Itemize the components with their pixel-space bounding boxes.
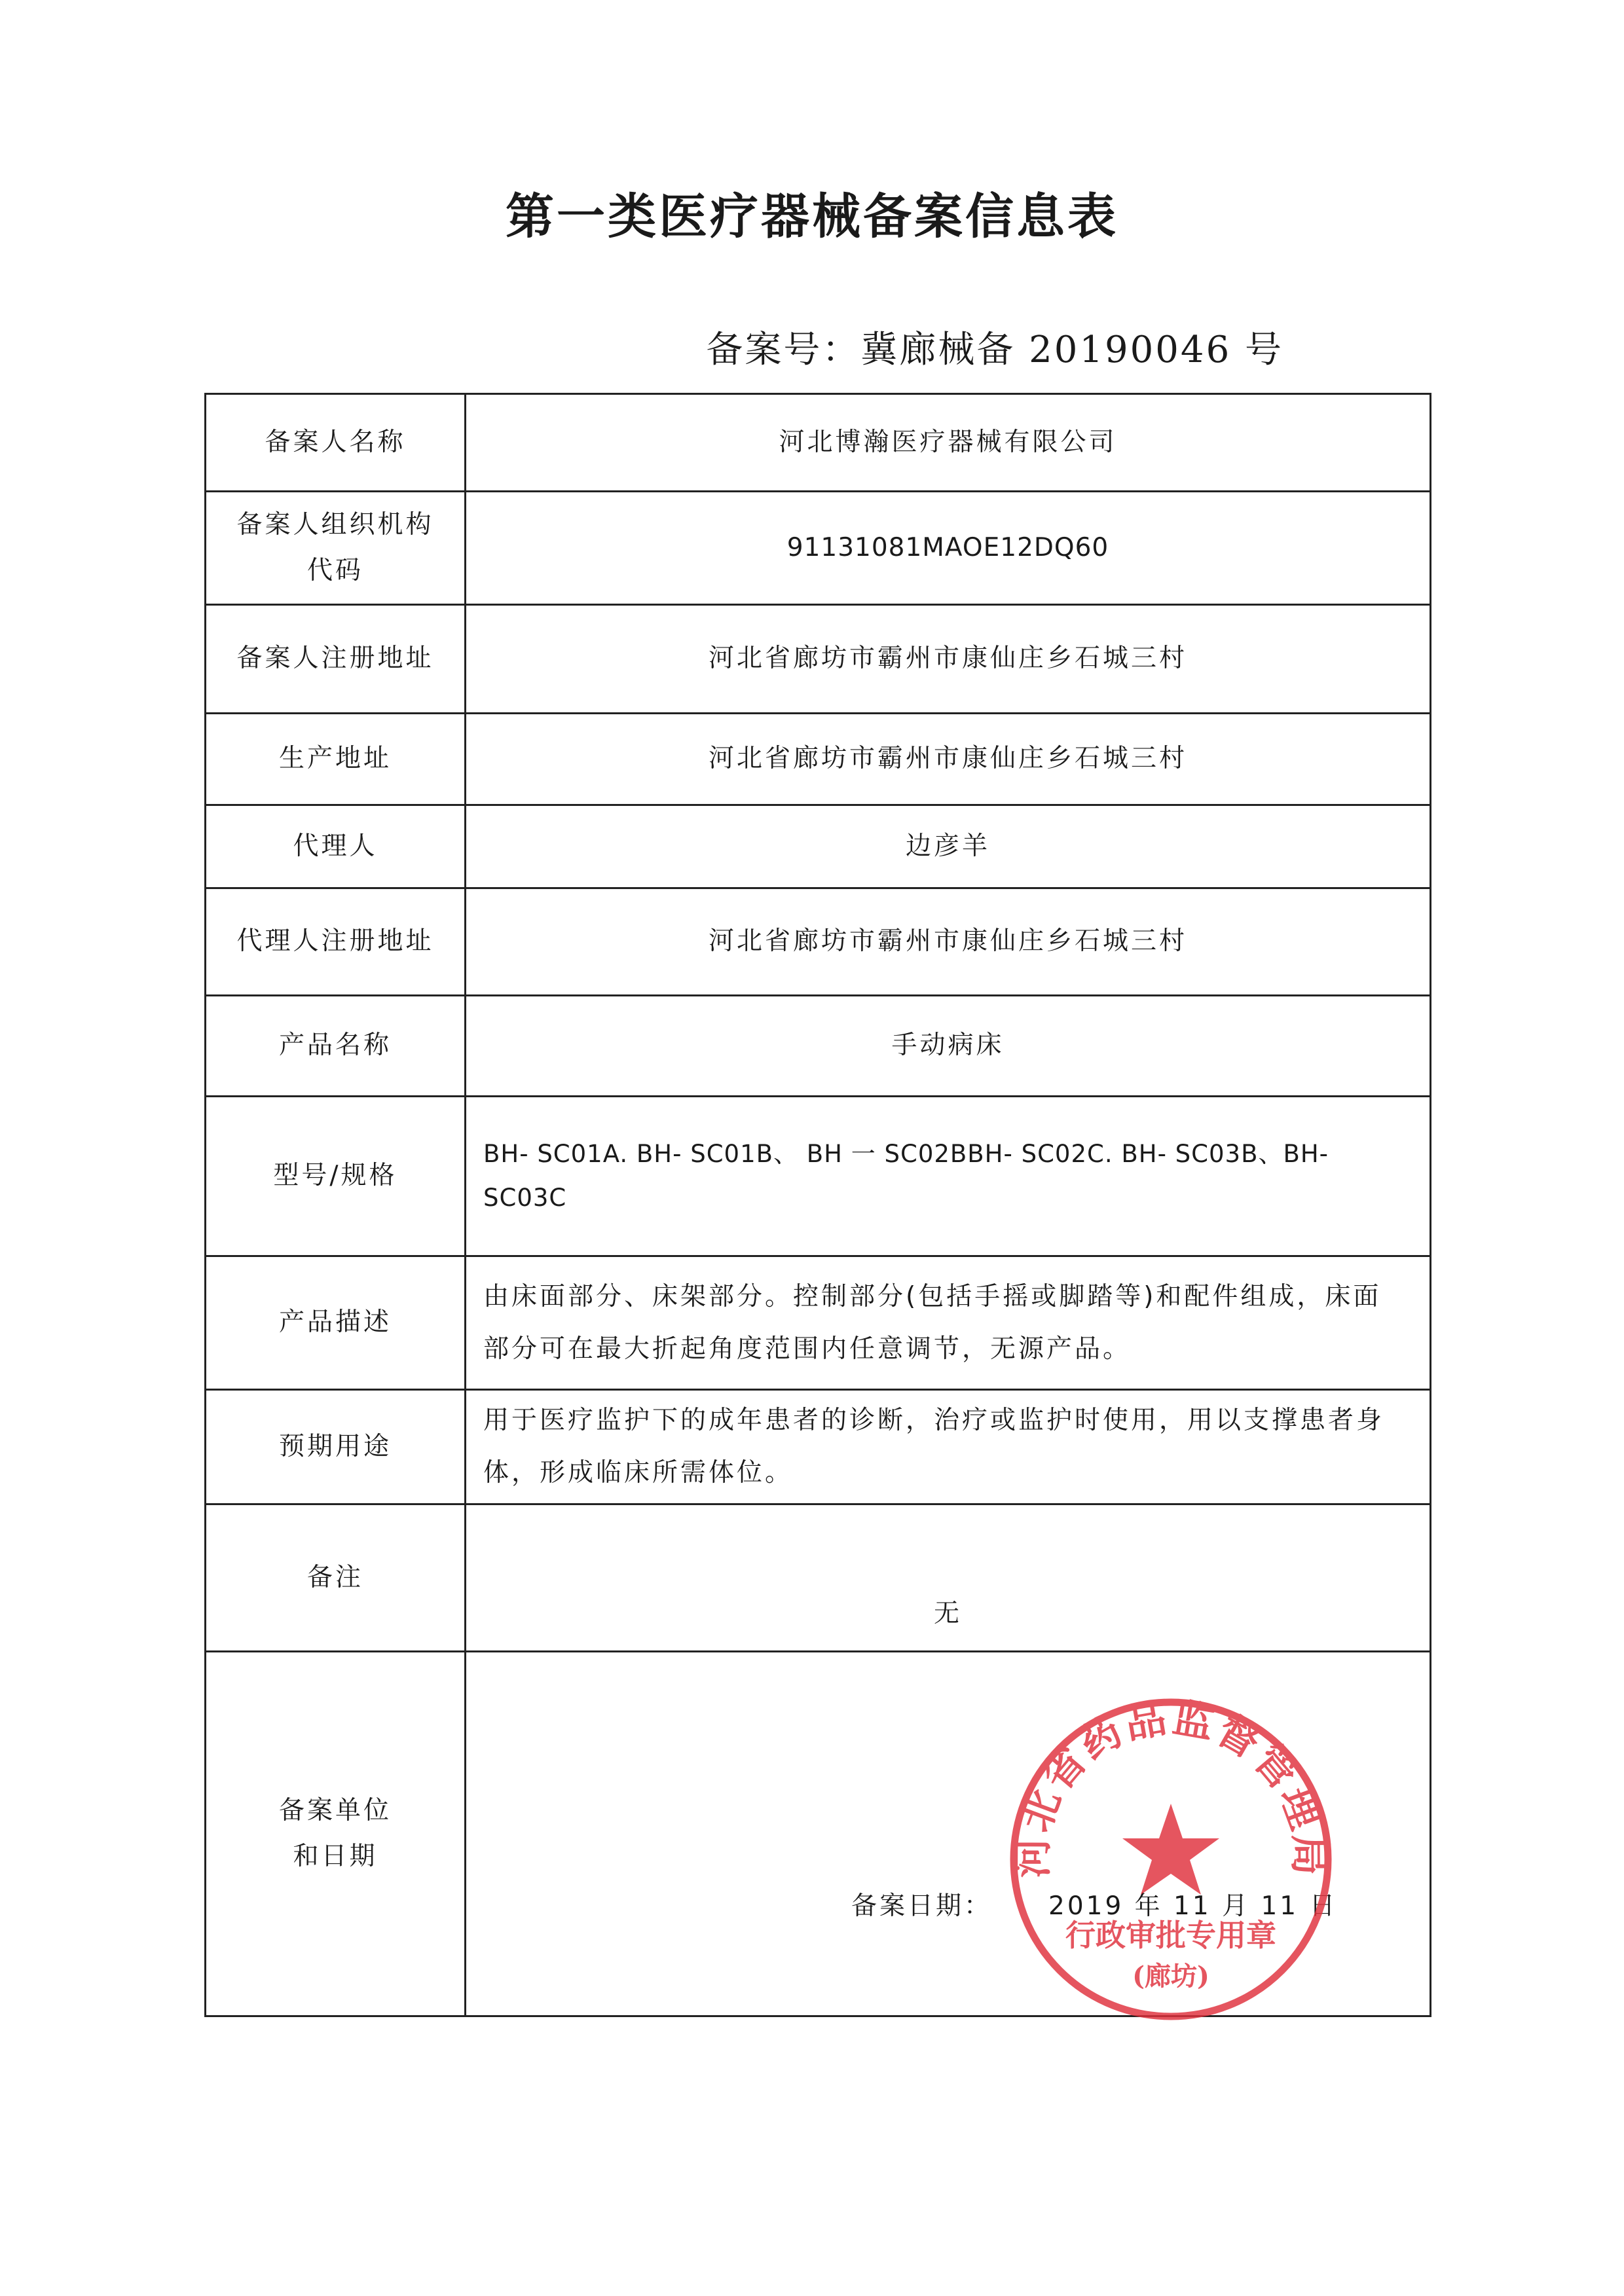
- value-agent: 边彦羊: [466, 805, 1431, 888]
- table-row: [206, 996, 1431, 1097]
- label-filer-name: 备案人名称: [206, 394, 466, 492]
- value-org-code: 91131081MAOE12DQ60: [466, 492, 1431, 605]
- document-title: 第一类医疗器械备案信息表: [506, 189, 1118, 245]
- value-filer-name: 河北博瀚医疗器械有限公司: [466, 394, 1431, 492]
- table-row: [206, 1390, 1431, 1504]
- table-row: [206, 394, 1431, 492]
- table-row: [206, 605, 1431, 714]
- label-product-name: 产品名称: [206, 996, 466, 1097]
- table-row: [206, 1504, 1431, 1652]
- label-remarks: 备注: [206, 1504, 466, 1652]
- table-row: [206, 714, 1431, 805]
- value-model-spec: BH- SC01A. BH- SC01B、 BH 一 SC02BBH- SC02C. BH- SC03B、BH- SC03C: [466, 1097, 1431, 1256]
- table-row: [206, 1097, 1431, 1256]
- record-number: 备案号：冀廊械备 20190046 号: [706, 329, 1283, 371]
- label-org-code-line1: 备案人组织机构: [236, 509, 434, 539]
- seal-top-text: 河北省药品监督管理局: [1008, 1693, 1334, 1878]
- value-product-name: 手动病床: [466, 996, 1431, 1097]
- value-agent-reg-address: 河北省廊坊市霸州市康仙庄乡石城三村: [466, 888, 1431, 996]
- seal-star-icon: [1122, 1804, 1219, 1895]
- label-intended-use: 预期用途: [206, 1390, 466, 1504]
- value-intended-use: 用于医疗监护下的成年患者的诊断，治疗或监护时使用，用以支撑患者身体，形成临床所需体位。: [466, 1390, 1431, 1504]
- label-product-description: 产品描述: [206, 1256, 466, 1390]
- label-agent-reg-address: 代理人注册地址: [206, 888, 466, 996]
- label-filing-unit-line1: 备案单位: [278, 1795, 392, 1825]
- filing-date-prefix: 备案日期：: [851, 1891, 993, 1921]
- table-row: [206, 888, 1431, 996]
- label-filing-unit-line2: 和日期: [293, 1842, 378, 1871]
- value-product-description: 由床面部分、床架部分。控制部分(包括手摇或脚踏等)和配件组成，床面部分可在最大折起角度范围内任意调节，无源产品。: [466, 1256, 1431, 1390]
- official-seal: [1001, 1689, 1341, 2030]
- label-production-address: 生产地址: [206, 714, 466, 805]
- value-production-address: 河北省廊坊市霸州市康仙庄乡石城三村: [466, 714, 1431, 805]
- label-agent: 代理人: [206, 805, 466, 888]
- seal-middle-text: 行政审批专用章: [1065, 1918, 1276, 1953]
- value-remarks: 无: [466, 1504, 1431, 1652]
- label-org-code: [206, 492, 466, 605]
- table-row: [206, 805, 1431, 888]
- label-reg-address: 备案人注册地址: [206, 605, 466, 714]
- value-reg-address: 河北省廊坊市霸州市康仙庄乡石城三村: [466, 605, 1431, 714]
- seal-bottom-text: (廊坊): [1132, 1961, 1209, 1992]
- label-filing-unit-date: [206, 1652, 466, 2016]
- label-model-spec: 型号/规格: [206, 1097, 466, 1256]
- filing-date-text: 2019 年 11 月 11 日: [1048, 1891, 1338, 1921]
- table-row: [206, 492, 1431, 605]
- table-row: [206, 1256, 1431, 1390]
- label-org-code-line2: 代码: [306, 556, 363, 585]
